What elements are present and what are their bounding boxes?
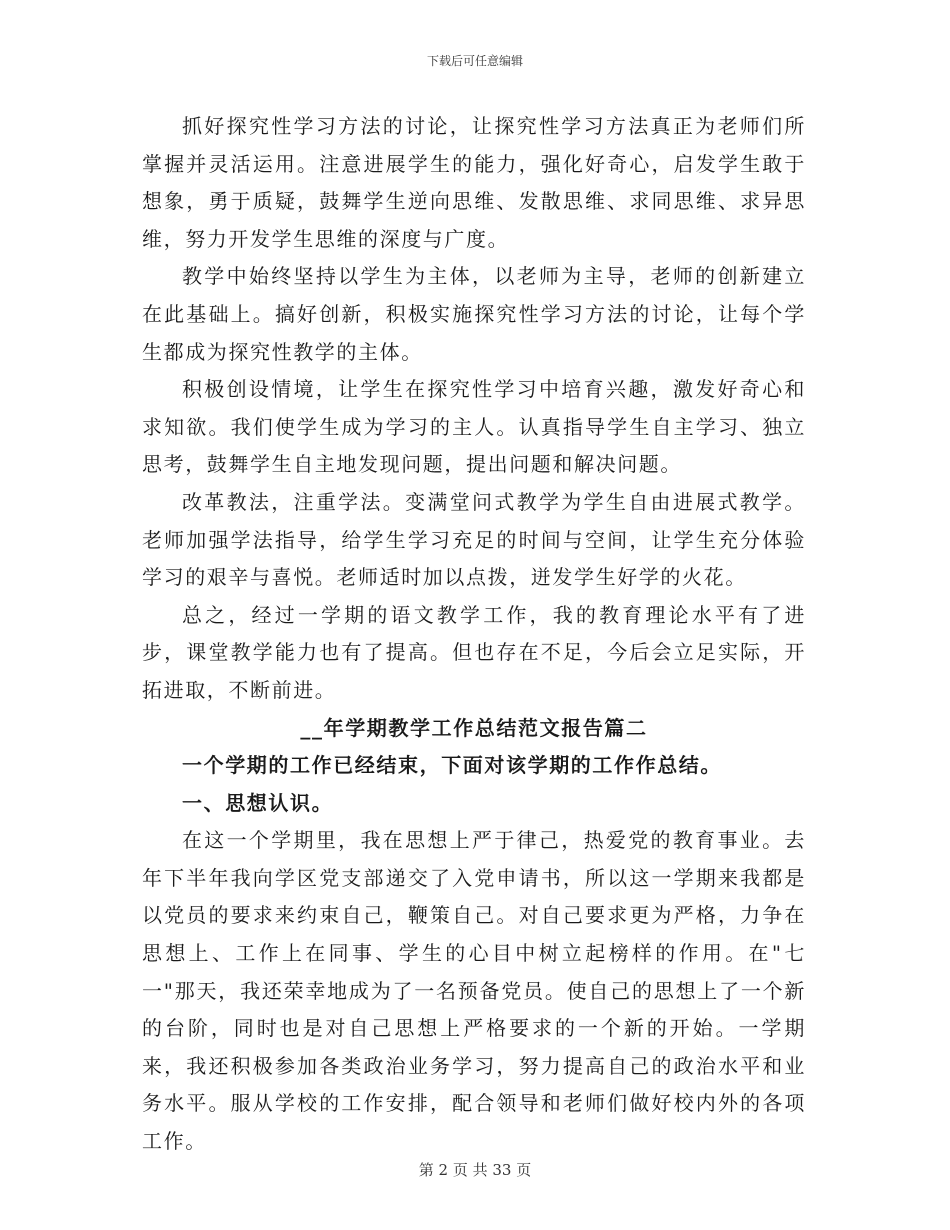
paragraph: 总之，经过一学期的语文教学工作，我的教育理论水平有了进步，课堂教学能力也有了提高。但也存在不足，今后会立足实际，开拓进取，不断前进。 <box>142 602 806 702</box>
paragraph: 教学中始终坚持以学生为主体，以老师为主导，老师的创新建立在此基础上。搞好创新，积极实施探究性学习方法的讨论，让每个学生都成为探究性教学的主体。 <box>142 264 806 364</box>
page-header: 下载后可任意编辑 <box>426 54 523 68</box>
subheading: 一、思想认识。 <box>182 790 334 815</box>
page-footer: 第 2 页 共 33 页 <box>418 1161 532 1179</box>
paragraph: 积极创设情境，让学生在探究性学习中培育兴趣，激发好奇心和求知欲。我们使学生成为学习的主人。认真指导学生自主学习、独立思考，鼓舞学生自主地发现问题，提出问题和解决问题。 <box>142 377 806 477</box>
intro-heading: 一个学期的工作已经结束，下面对该学期的工作作总结。 <box>182 753 722 778</box>
paragraph: 改革教法，注重学法。变满堂问式教学为学生自由进展式教学。老师加强学法指导，给学生学习充足的时间与空间，让学生充分体验学习的艰辛与喜悦。老师适时加以点拨，迸发学生好学的火花。 <box>142 489 806 590</box>
section-title: __年学期教学工作总结范文报告篇二 <box>300 715 648 740</box>
paragraph: 在这一个学期里，我在思想上严于律己，热爱党的教育事业。去年下半年我向学区党支部递交了入党申请书，所以这一学期来我都是以党员的要求来约束自己，鞭策自己。对自己要求更为严格，力争在思想上、工作上在同事、学生的心目中树立起榜样的作用。在"七一"那天，我还荣幸地成为了一名预备党员。使自己的思想上了一个新的台阶，同时也是对自己思想上严格要求的一个新的开始。一学期来，我还积极参加各类政治业务学习，努力提高自己的政治水平和业务水平。服从学校的工作安排，配合领导和老师们做好校内外的各项工作。 <box>142 828 806 1154</box>
document-body <box>142 108 806 1161</box>
paragraph: 抓好探究性学习方法的讨论，让探究性学习方法真正为老师们所掌握并灵活运用。注意进展学生的能力，强化好奇心，启发学生敢于想象，勇于质疑，鼓舞学生逆向思维、发散思维、求同思维、求异思维，努力开发学生思维的深度与广度。 <box>142 114 806 251</box>
